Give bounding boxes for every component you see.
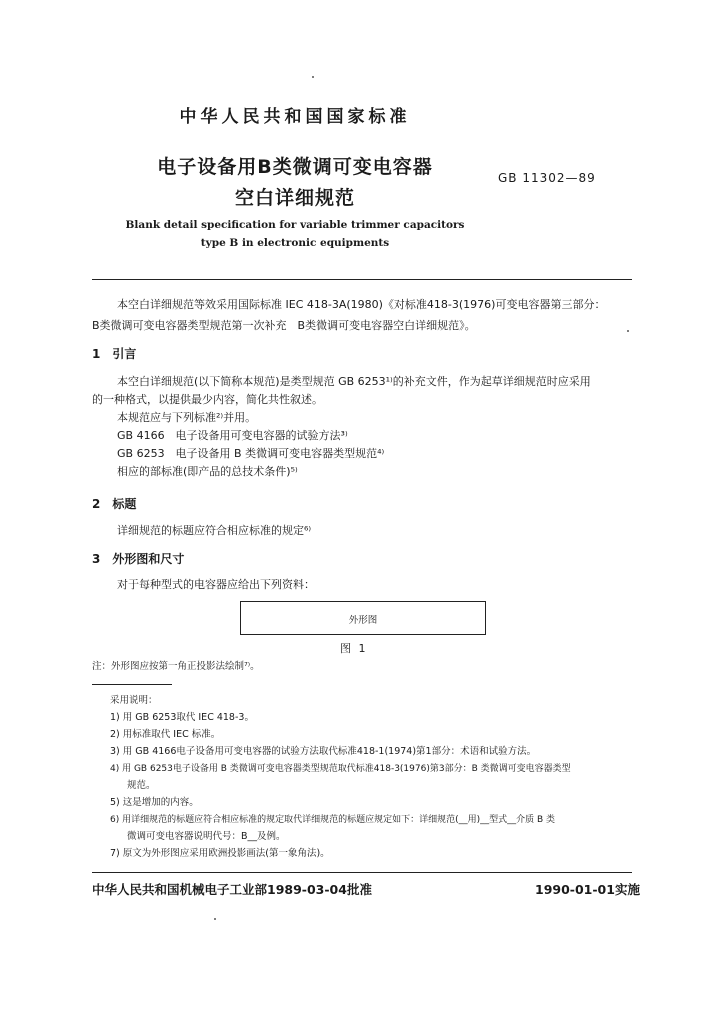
section2-line: 详细规范的标题应符合相应标准的规定⁶⁾	[117, 524, 312, 537]
footnote-line: 2) 用标准取代 IEC 标准。	[110, 729, 221, 740]
section2-heading: 2 标题	[92, 497, 137, 511]
footnote-line: 1) 用 GB 6253取代 IEC 418-3。	[110, 712, 254, 723]
intro-line1: 本空白详细规范等效采用国际标准 IEC 418-3A(1980)《对标准418-3(1976)可变电容器第三部分：	[117, 298, 606, 311]
header-rule	[92, 279, 632, 280]
section1-line: 相应的部标准(即产品的总技术条件)⁵⁾	[117, 465, 298, 478]
section1-line: 本空白详细规范(以下简称本规范)是类型规范 GB 6253¹⁾的补充文件，作为起草详细规范时应采用	[117, 375, 591, 388]
outline-drawing-label: 外形图	[348, 615, 378, 626]
footnote-line: 采用说明：	[110, 695, 158, 706]
footnote-line: 7) 原文为外形图应采用欧洲投影画法(第一象角法)。	[110, 848, 330, 859]
footnote-line: 规范。	[127, 780, 156, 791]
scan-speck	[312, 76, 314, 78]
section3-heading: 3 外形图和尺寸	[92, 552, 185, 566]
footnote-line: 3) 用 GB 4166电子设备用可变电容器的试验方法取代标准418-1(1974)第1部分：术语和试验方法。	[110, 746, 537, 757]
footnote-line: 微调可变电容器说明代号：B__及例。	[127, 831, 286, 842]
approval-line: 中华人民共和国机械电子工业部1989-03-04批准	[92, 882, 372, 897]
section1-line: 本规范应与下列标准²⁾并用。	[117, 411, 257, 424]
gb-code: GB 11302—89	[498, 171, 596, 185]
section3-line: 对于每种型式的电容器应给出下列资料：	[117, 578, 315, 591]
footnote-line: 5) 这是增加的内容。	[110, 797, 199, 808]
footer-rule	[92, 872, 632, 873]
footnote-line: 6) 用详细规范的标题应符合相应标准的规定取代详细规范的标题应规定如下：详细规范(__用)__型式__介质 B 类	[110, 815, 556, 825]
english-title-line1: Blank detail specification for variable trimmer capacitors	[125, 219, 465, 231]
scan-speck	[627, 330, 629, 332]
outline-drawing-box	[240, 601, 486, 635]
document-title-line1: 电子设备用B类微调可变电容器	[157, 156, 433, 178]
footnote-rule	[92, 684, 172, 685]
english-title-line2: type B in electronic equipments	[200, 237, 390, 249]
scan-speck	[214, 918, 216, 920]
figure-note: 注：外形图应按第一角正投影法绘制⁷⁾。	[92, 661, 260, 672]
intro-line2: B类微调可变电容器类型规范第一次补充 B类微调可变电容器空白详细规范》。	[92, 319, 476, 332]
standard-category-title: 中华人民共和国国家标准	[179, 107, 411, 127]
section1-line: GB 6253 电子设备用 B 类微调可变电容器类型规范⁴⁾	[117, 447, 385, 460]
footnote-line: 4) 用 GB 6253电子设备用 B 类微调可变电容器类型规范取代标准418-3(1976)第3部分：B 类微调可变电容器类型	[110, 764, 571, 774]
document-title-line2: 空白详细规范	[234, 187, 355, 209]
section1-heading: 1 引言	[92, 347, 137, 361]
section1-line: 的一种格式，以提供最少内容，简化共性叙述。	[92, 393, 323, 406]
section1-line: GB 4166 电子设备用可变电容器的试验方法³⁾	[117, 429, 348, 442]
figure-caption: 图 1	[340, 642, 368, 655]
implementation-date: 1990-01-01实施	[535, 882, 640, 897]
